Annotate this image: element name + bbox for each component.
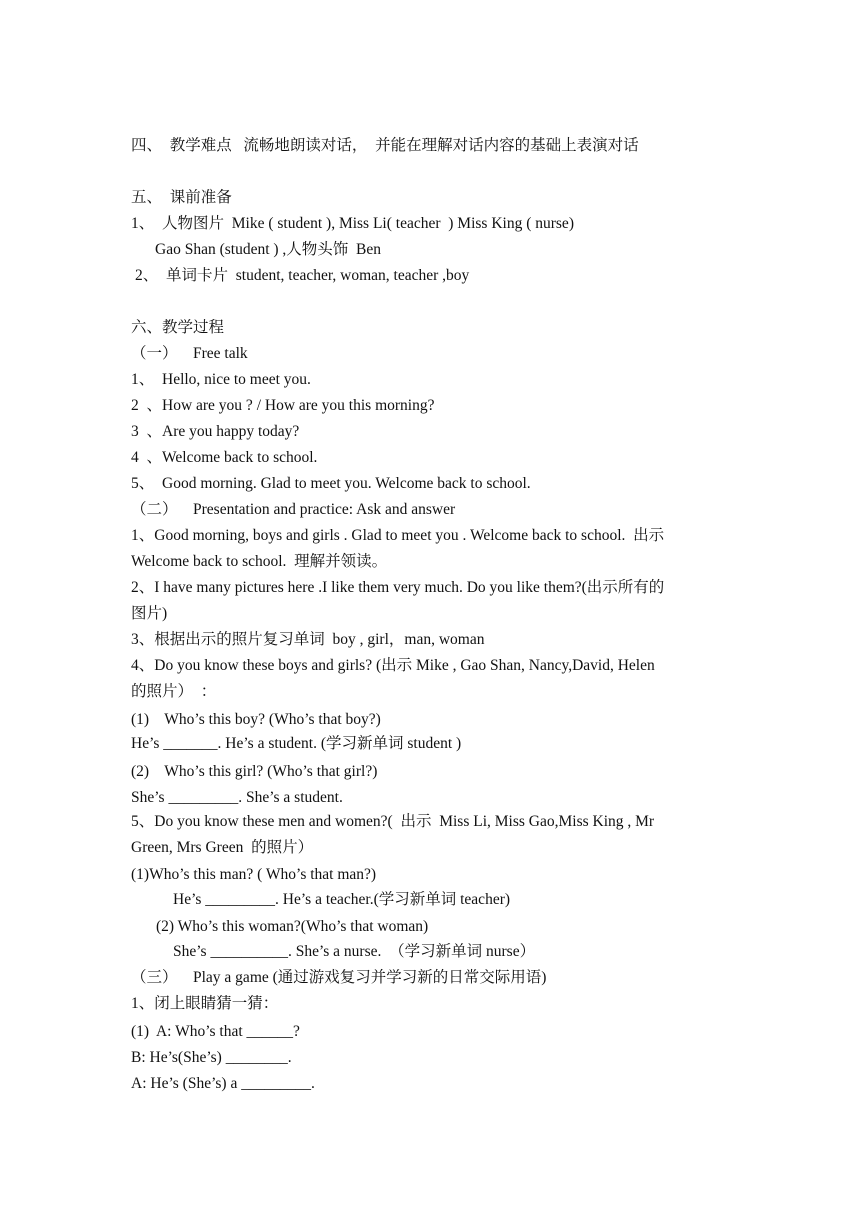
paragraph-line: 2、I have many pictures here .I like them very much. Do you like them?(出示所有的 [131, 579, 665, 596]
prep-item-1-cont: Gao Shan (student ) ,人物头饰 Ben [155, 241, 382, 258]
section-1-title: （一） Free talk [131, 345, 248, 362]
paragraph-line: 5、Do you know these men and women?( 出示 Miss Li, Miss Gao,Miss King , Mr [131, 813, 655, 830]
list-item: 5、 Good morning. Glad to meet you. Welcome back to school. [131, 475, 531, 492]
list-item: 4 、Welcome back to school. [131, 449, 318, 466]
paragraph-line: 3、根据出示的照片复习单词 boy , girl，man, woman [131, 631, 485, 648]
dialogue-line: He’s _________. He’s a teacher.(学习新单词 teacher) [173, 891, 511, 908]
list-item: 1、 Hello, nice to meet you. [131, 371, 311, 388]
paragraph-line: 1、闭上眼睛猜一猜： [131, 995, 279, 1012]
dialogue-line: He’s _______. He’s a student. (学习新单词 student ) [131, 735, 462, 752]
heading-procedure: 六、教学过程 [131, 319, 225, 336]
paragraph-line: 的照片） ： [131, 683, 217, 700]
prep-item-2: 2、 单词卡片 student, teacher, woman, teacher ,boy [135, 267, 470, 284]
dialogue-line: (2) Who’s this woman?(Who’s that woman) [156, 918, 429, 935]
dialogue-line: A: He’s (She’s) a _________. [131, 1075, 315, 1092]
paragraph-line: Welcome back to school. 理解并领读。 [131, 553, 388, 570]
dialogue-line: She’s __________. She’s a nurse. （学习新单词 nurse） [173, 943, 536, 960]
paragraph-line: Green, Mrs Green 的照片） [131, 839, 314, 856]
paragraph-line: 1、Good morning, boys and girls . Glad to meet you . Welcome back to school. 出示 [131, 527, 665, 544]
dialogue-line: (2) Who’s this girl? (Who’s that girl?) [131, 763, 378, 780]
heading-difficulty: 四、 教学难点 流畅地朗读对话， 并能在理解对话内容的基础上表演对话 [131, 137, 639, 154]
paragraph-line: 4、Do you know these boys and girls? (出示 Mike , Gao Shan, Nancy,David, Helen [131, 657, 655, 674]
section-3-title: （三） Play a game (通过游戏复习并学习新的日常交际用语) [131, 969, 547, 986]
section-2-title: （二） Presentation and practice: Ask and answer [131, 501, 456, 518]
prep-item-1: 1、 人物图片 Mike ( student ), Miss Li( teacher ) Miss King ( nurse) [131, 215, 574, 232]
dialogue-line: (1) Who’s this boy? (Who’s that boy?) [131, 711, 381, 728]
list-item: 3 、Are you happy today? [131, 423, 300, 440]
dialogue-line: (1)Who’s this man? ( Who’s that man?) [131, 866, 377, 883]
dialogue-line: B: He’s(She’s) ________. [131, 1049, 292, 1066]
list-item: 2 、How are you ? / How are you this morning? [131, 397, 435, 414]
dialogue-line: (1) A: Who’s that ______? [131, 1023, 300, 1040]
dialogue-line: She’s _________. She’s a student. [131, 789, 343, 806]
heading-preparation: 五、 课前准备 [131, 189, 232, 206]
paragraph-line: 图片) [131, 605, 168, 622]
